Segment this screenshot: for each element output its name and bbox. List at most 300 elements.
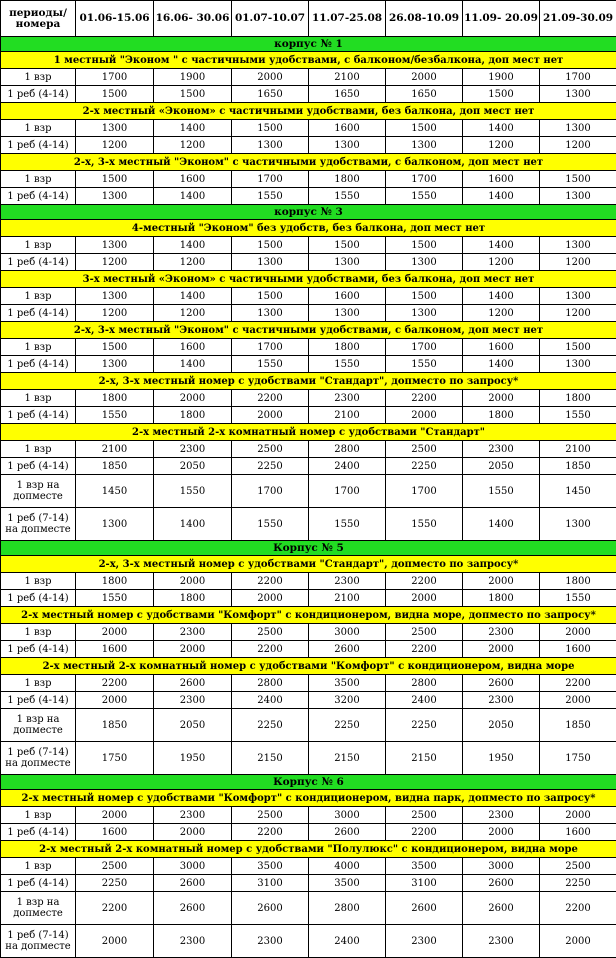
price-cell: 2150 bbox=[232, 742, 309, 775]
price-cell: 2300 bbox=[154, 807, 232, 824]
price-row bbox=[1, 624, 616, 641]
price-row bbox=[1, 188, 616, 205]
price-cell: 1400 bbox=[154, 356, 232, 373]
price-cell: 1500 bbox=[540, 339, 616, 356]
price-cell: 1800 bbox=[540, 390, 616, 407]
price-cell: 1700 bbox=[232, 475, 309, 508]
price-cell: 1500 bbox=[232, 120, 309, 137]
price-cell: 1550 bbox=[386, 356, 463, 373]
price-cell: 2000 bbox=[154, 641, 232, 658]
price-cell: 3000 bbox=[309, 624, 386, 641]
price-row bbox=[1, 458, 616, 475]
price-cell: 2200 bbox=[540, 675, 616, 692]
room-type-row bbox=[1, 841, 616, 858]
price-cell: 1800 bbox=[154, 407, 232, 424]
guest-category: 1 реб (4-14) bbox=[1, 875, 76, 892]
price-cell: 1500 bbox=[154, 86, 232, 103]
price-cell: 3100 bbox=[386, 875, 463, 892]
price-cell: 1300 bbox=[540, 188, 616, 205]
price-cell: 1300 bbox=[232, 254, 309, 271]
price-cell: 2000 bbox=[463, 641, 540, 658]
price-cell: 2600 bbox=[386, 892, 463, 925]
section-header-row bbox=[1, 37, 616, 52]
price-row bbox=[1, 508, 616, 541]
price-cell: 1300 bbox=[309, 254, 386, 271]
guest-category: 1 реб (4-14) bbox=[1, 641, 76, 658]
price-cell: 1800 bbox=[463, 590, 540, 607]
header-label: периоды/ номера bbox=[1, 1, 76, 37]
price-cell: 2400 bbox=[232, 692, 309, 709]
section-title: Корпус № 6 bbox=[1, 775, 616, 790]
price-cell: 1200 bbox=[154, 137, 232, 154]
room-type-row bbox=[1, 322, 616, 339]
price-cell: 1600 bbox=[463, 171, 540, 188]
price-cell: 1700 bbox=[232, 339, 309, 356]
price-cell: 1500 bbox=[76, 86, 154, 103]
price-cell: 2300 bbox=[463, 925, 540, 958]
price-cell: 1550 bbox=[76, 407, 154, 424]
guest-category: 1 взр bbox=[1, 339, 76, 356]
price-cell: 1300 bbox=[309, 137, 386, 154]
price-cell: 1700 bbox=[386, 475, 463, 508]
guest-category: 1 реб (4-14) bbox=[1, 590, 76, 607]
price-cell: 2000 bbox=[386, 407, 463, 424]
header-row bbox=[1, 1, 616, 37]
price-cell: 1300 bbox=[76, 356, 154, 373]
guest-category: 1 взр bbox=[1, 171, 76, 188]
price-cell: 1800 bbox=[76, 573, 154, 590]
section-header-row bbox=[1, 541, 616, 556]
room-type-row bbox=[1, 220, 616, 237]
price-cell: 2200 bbox=[386, 641, 463, 658]
guest-category: 1 взр bbox=[1, 441, 76, 458]
room-type-row bbox=[1, 658, 616, 675]
price-row bbox=[1, 407, 616, 424]
price-cell: 1550 bbox=[309, 356, 386, 373]
guest-category: 1 взр bbox=[1, 624, 76, 641]
guest-category: 1 реб (7-14) на допместе bbox=[1, 925, 76, 958]
price-cell: 1300 bbox=[540, 508, 616, 541]
price-cell: 1800 bbox=[76, 390, 154, 407]
header-period: 11.07-25.08 bbox=[309, 1, 386, 37]
header-period: 21.09-30.09 bbox=[540, 1, 616, 37]
price-cell: 1600 bbox=[154, 171, 232, 188]
room-type-title: 2-х местный 2-х комнатный номер с удобствами "Полулюкс" с кондиционером, видна море bbox=[1, 841, 616, 858]
price-cell: 2250 bbox=[309, 709, 386, 742]
price-cell: 2000 bbox=[386, 69, 463, 86]
section-header-row bbox=[1, 775, 616, 790]
guest-category: 1 реб (4-14) bbox=[1, 356, 76, 373]
price-cell: 1400 bbox=[463, 120, 540, 137]
price-cell: 1800 bbox=[463, 407, 540, 424]
price-cell: 2500 bbox=[386, 807, 463, 824]
price-cell: 1900 bbox=[463, 69, 540, 86]
price-cell: 2000 bbox=[154, 390, 232, 407]
price-cell: 1400 bbox=[463, 508, 540, 541]
price-cell: 1700 bbox=[76, 69, 154, 86]
price-row bbox=[1, 925, 616, 958]
price-cell: 2200 bbox=[76, 675, 154, 692]
price-cell: 1400 bbox=[463, 288, 540, 305]
price-row bbox=[1, 641, 616, 658]
price-cell: 1550 bbox=[386, 508, 463, 541]
price-cell: 2300 bbox=[232, 925, 309, 958]
price-cell: 1400 bbox=[154, 120, 232, 137]
price-cell: 2300 bbox=[309, 573, 386, 590]
price-row bbox=[1, 288, 616, 305]
price-cell: 2300 bbox=[154, 692, 232, 709]
price-cell: 2000 bbox=[540, 692, 616, 709]
section-header-row bbox=[1, 205, 616, 220]
price-row bbox=[1, 858, 616, 875]
price-cell: 1950 bbox=[154, 742, 232, 775]
price-cell: 2100 bbox=[309, 407, 386, 424]
header-period: 01.07-10.07 bbox=[232, 1, 309, 37]
guest-category: 1 взр на допместе bbox=[1, 475, 76, 508]
price-cell: 1300 bbox=[76, 288, 154, 305]
price-cell: 1300 bbox=[386, 137, 463, 154]
price-cell: 2000 bbox=[232, 590, 309, 607]
price-cell: 2000 bbox=[232, 407, 309, 424]
price-cell: 2200 bbox=[232, 573, 309, 590]
price-cell: 1650 bbox=[309, 86, 386, 103]
price-cell: 2500 bbox=[232, 441, 309, 458]
price-cell: 1200 bbox=[540, 137, 616, 154]
price-cell: 1550 bbox=[232, 508, 309, 541]
price-cell: 3000 bbox=[463, 858, 540, 875]
price-cell: 1500 bbox=[76, 339, 154, 356]
price-cell: 2200 bbox=[232, 390, 309, 407]
price-cell: 2300 bbox=[154, 624, 232, 641]
guest-category: 1 реб (4-14) bbox=[1, 407, 76, 424]
price-cell: 1300 bbox=[232, 137, 309, 154]
section-title: Корпус № 5 bbox=[1, 541, 616, 556]
room-type-row bbox=[1, 424, 616, 441]
room-type-title: 2-х местный номер с удобствами "Комфорт" с кондиционером, видна море, допместо по запросу* bbox=[1, 607, 616, 624]
price-row bbox=[1, 305, 616, 322]
price-cell: 2200 bbox=[386, 573, 463, 590]
room-type-row bbox=[1, 790, 616, 807]
price-cell: 1400 bbox=[463, 188, 540, 205]
price-cell: 3500 bbox=[309, 875, 386, 892]
price-cell: 2800 bbox=[309, 892, 386, 925]
price-cell: 1200 bbox=[540, 305, 616, 322]
price-cell: 1450 bbox=[76, 475, 154, 508]
price-cell: 1700 bbox=[540, 69, 616, 86]
price-cell: 2800 bbox=[232, 675, 309, 692]
price-cell: 1600 bbox=[463, 339, 540, 356]
guest-category: 1 взр на допместе bbox=[1, 892, 76, 925]
price-cell: 1300 bbox=[76, 237, 154, 254]
price-cell: 2000 bbox=[76, 624, 154, 641]
price-cell: 1300 bbox=[76, 508, 154, 541]
room-type-row bbox=[1, 103, 616, 120]
price-cell: 2250 bbox=[232, 709, 309, 742]
price-cell: 1500 bbox=[232, 288, 309, 305]
room-type-title: 2-х местный номер с удобствами "Комфорт" с кондиционером, видна парк, допместо по запросу* bbox=[1, 790, 616, 807]
room-type-title: 3-х местный «Эконом» с частичными удобствами, без балкона, доп мест нет bbox=[1, 271, 616, 288]
price-cell: 2500 bbox=[232, 807, 309, 824]
price-cell: 1850 bbox=[540, 709, 616, 742]
price-row bbox=[1, 807, 616, 824]
price-cell: 1550 bbox=[154, 475, 232, 508]
price-cell: 2000 bbox=[154, 573, 232, 590]
price-cell: 1200 bbox=[154, 254, 232, 271]
price-cell: 2200 bbox=[540, 892, 616, 925]
header-period: 26.08-10.09 bbox=[386, 1, 463, 37]
price-cell: 1550 bbox=[386, 188, 463, 205]
guest-category: 1 реб (4-14) bbox=[1, 188, 76, 205]
price-cell: 2300 bbox=[463, 624, 540, 641]
price-cell: 1200 bbox=[463, 305, 540, 322]
price-cell: 1500 bbox=[309, 237, 386, 254]
price-cell: 2600 bbox=[232, 892, 309, 925]
price-cell: 1900 bbox=[154, 69, 232, 86]
price-cell: 2000 bbox=[463, 390, 540, 407]
price-cell: 1300 bbox=[540, 86, 616, 103]
price-cell: 2600 bbox=[309, 641, 386, 658]
price-cell: 2250 bbox=[232, 458, 309, 475]
price-cell: 1600 bbox=[309, 120, 386, 137]
price-cell: 2200 bbox=[386, 390, 463, 407]
guest-category: 1 реб (4-14) bbox=[1, 254, 76, 271]
price-cell: 1300 bbox=[540, 356, 616, 373]
price-cell: 3100 bbox=[232, 875, 309, 892]
guest-category: 1 взр bbox=[1, 573, 76, 590]
price-row bbox=[1, 709, 616, 742]
price-cell: 1700 bbox=[309, 475, 386, 508]
price-cell: 2600 bbox=[154, 892, 232, 925]
price-cell: 1850 bbox=[540, 458, 616, 475]
price-cell: 2600 bbox=[463, 892, 540, 925]
header-period: 16.06- 30.06 bbox=[154, 1, 232, 37]
price-cell: 2100 bbox=[76, 441, 154, 458]
price-cell: 2800 bbox=[309, 441, 386, 458]
price-cell: 1500 bbox=[540, 171, 616, 188]
guest-category: 1 реб (4-14) bbox=[1, 824, 76, 841]
price-cell: 2800 bbox=[386, 675, 463, 692]
price-cell: 3500 bbox=[309, 675, 386, 692]
price-cell: 2200 bbox=[232, 641, 309, 658]
guest-category: 1 реб (4-14) bbox=[1, 692, 76, 709]
price-cell: 1400 bbox=[463, 237, 540, 254]
price-cell: 2050 bbox=[154, 709, 232, 742]
price-cell: 1500 bbox=[463, 86, 540, 103]
room-type-title: 2-х местный 2-х комнатный номер с удобствами "Стандарт" bbox=[1, 424, 616, 441]
price-cell: 2000 bbox=[540, 925, 616, 958]
price-row bbox=[1, 86, 616, 103]
price-cell: 2250 bbox=[386, 458, 463, 475]
table-body bbox=[1, 1, 616, 958]
price-cell: 1700 bbox=[232, 171, 309, 188]
price-row bbox=[1, 339, 616, 356]
price-row bbox=[1, 390, 616, 407]
room-type-row bbox=[1, 154, 616, 171]
price-cell: 4000 bbox=[309, 858, 386, 875]
price-cell: 1200 bbox=[540, 254, 616, 271]
price-cell: 2000 bbox=[540, 807, 616, 824]
price-cell: 1800 bbox=[154, 590, 232, 607]
price-cell: 1200 bbox=[76, 254, 154, 271]
section-title: корпус № 3 bbox=[1, 205, 616, 220]
price-cell: 2100 bbox=[309, 590, 386, 607]
price-cell: 2500 bbox=[76, 858, 154, 875]
price-cell: 1550 bbox=[309, 508, 386, 541]
price-cell: 2500 bbox=[540, 858, 616, 875]
price-cell: 2000 bbox=[463, 573, 540, 590]
price-cell: 2300 bbox=[309, 390, 386, 407]
price-row bbox=[1, 69, 616, 86]
guest-category: 1 взр bbox=[1, 807, 76, 824]
price-cell: 2150 bbox=[386, 742, 463, 775]
guest-category: 1 реб (4-14) bbox=[1, 137, 76, 154]
room-type-title: 2-х местный «Эконом» с частичными удобствами, без балкона, доп мест нет bbox=[1, 103, 616, 120]
price-cell: 2000 bbox=[76, 925, 154, 958]
price-cell: 1550 bbox=[76, 590, 154, 607]
price-cell: 2200 bbox=[232, 824, 309, 841]
price-row bbox=[1, 137, 616, 154]
price-cell: 2600 bbox=[154, 875, 232, 892]
price-cell: 2400 bbox=[309, 458, 386, 475]
price-row bbox=[1, 675, 616, 692]
room-type-title: 2-х, 3-х местный "Эконом" с частичными удобствами, с балконом, доп мест нет bbox=[1, 322, 616, 339]
guest-category: 1 взр bbox=[1, 675, 76, 692]
price-cell: 1450 bbox=[540, 475, 616, 508]
guest-category: 1 взр bbox=[1, 237, 76, 254]
price-cell: 1200 bbox=[154, 305, 232, 322]
price-cell: 2500 bbox=[386, 441, 463, 458]
price-cell: 1500 bbox=[386, 120, 463, 137]
price-cell: 2250 bbox=[386, 709, 463, 742]
header-period: 01.06-15.06 bbox=[76, 1, 154, 37]
price-cell: 1800 bbox=[309, 171, 386, 188]
price-cell: 2000 bbox=[463, 824, 540, 841]
price-cell: 2600 bbox=[463, 875, 540, 892]
price-row bbox=[1, 120, 616, 137]
price-cell: 1300 bbox=[386, 254, 463, 271]
price-cell: 1300 bbox=[386, 305, 463, 322]
guest-category: 1 реб (4-14) bbox=[1, 458, 76, 475]
room-type-title: 2-х, 3-х местный "Эконом" с частичными удобствами, с балконом, доп мест нет bbox=[1, 154, 616, 171]
price-cell: 2250 bbox=[540, 875, 616, 892]
price-cell: 1500 bbox=[232, 237, 309, 254]
price-cell: 1300 bbox=[76, 120, 154, 137]
price-cell: 3000 bbox=[154, 858, 232, 875]
price-cell: 2300 bbox=[463, 692, 540, 709]
price-row bbox=[1, 573, 616, 590]
price-cell: 2500 bbox=[386, 624, 463, 641]
price-cell: 2500 bbox=[232, 624, 309, 641]
price-cell: 2050 bbox=[154, 458, 232, 475]
price-cell: 1550 bbox=[232, 188, 309, 205]
price-cell: 1700 bbox=[386, 171, 463, 188]
price-cell: 1600 bbox=[540, 641, 616, 658]
room-type-row bbox=[1, 271, 616, 288]
price-cell: 1400 bbox=[463, 356, 540, 373]
price-cell: 2150 bbox=[309, 742, 386, 775]
price-cell: 2200 bbox=[386, 824, 463, 841]
price-cell: 1600 bbox=[540, 824, 616, 841]
price-cell: 2300 bbox=[463, 441, 540, 458]
price-cell: 1550 bbox=[540, 590, 616, 607]
price-cell: 2600 bbox=[154, 675, 232, 692]
price-cell: 2400 bbox=[386, 692, 463, 709]
room-type-title: 1 местный "Эконом " с частичными удобствами, с балконом/безбалкона, доп мест нет bbox=[1, 52, 616, 69]
price-cell: 1550 bbox=[309, 188, 386, 205]
price-cell: 1200 bbox=[463, 254, 540, 271]
price-cell: 2300 bbox=[386, 925, 463, 958]
price-cell: 1500 bbox=[386, 237, 463, 254]
price-cell: 1300 bbox=[309, 305, 386, 322]
price-cell: 1950 bbox=[463, 742, 540, 775]
price-cell: 1400 bbox=[154, 288, 232, 305]
room-type-row bbox=[1, 556, 616, 573]
price-row bbox=[1, 824, 616, 841]
guest-category: 1 реб (4-14) bbox=[1, 305, 76, 322]
price-row bbox=[1, 441, 616, 458]
price-cell: 1500 bbox=[76, 171, 154, 188]
price-row bbox=[1, 254, 616, 271]
room-type-row bbox=[1, 52, 616, 69]
price-cell: 2000 bbox=[386, 590, 463, 607]
price-cell: 2050 bbox=[463, 709, 540, 742]
price-cell: 1200 bbox=[76, 305, 154, 322]
price-cell: 1550 bbox=[463, 475, 540, 508]
price-cell: 1300 bbox=[540, 288, 616, 305]
price-cell: 1300 bbox=[540, 237, 616, 254]
price-cell: 1550 bbox=[540, 407, 616, 424]
price-cell: 1300 bbox=[232, 305, 309, 322]
price-cell: 1700 bbox=[386, 339, 463, 356]
price-row bbox=[1, 171, 616, 188]
price-cell: 2000 bbox=[232, 69, 309, 86]
guest-category: 1 взр на допместе bbox=[1, 709, 76, 742]
price-cell: 1750 bbox=[76, 742, 154, 775]
price-cell: 1300 bbox=[76, 188, 154, 205]
price-cell: 2600 bbox=[463, 675, 540, 692]
room-type-row bbox=[1, 373, 616, 390]
price-cell: 2600 bbox=[309, 824, 386, 841]
price-row bbox=[1, 356, 616, 373]
price-cell: 1750 bbox=[540, 742, 616, 775]
guest-category: 1 взр bbox=[1, 69, 76, 86]
price-cell: 3500 bbox=[386, 858, 463, 875]
section-title: корпус № 1 bbox=[1, 37, 616, 52]
price-cell: 1800 bbox=[309, 339, 386, 356]
price-cell: 1400 bbox=[154, 188, 232, 205]
price-row bbox=[1, 237, 616, 254]
price-cell: 1500 bbox=[386, 288, 463, 305]
price-cell: 2400 bbox=[309, 925, 386, 958]
guest-category: 1 реб (7-14) на допместе bbox=[1, 508, 76, 541]
price-cell: 2300 bbox=[154, 441, 232, 458]
price-row bbox=[1, 475, 616, 508]
price-cell: 3000 bbox=[309, 807, 386, 824]
price-cell: 1650 bbox=[386, 86, 463, 103]
price-cell: 1200 bbox=[76, 137, 154, 154]
price-cell: 2250 bbox=[76, 875, 154, 892]
price-cell: 1200 bbox=[463, 137, 540, 154]
price-cell: 2100 bbox=[309, 69, 386, 86]
room-type-title: 4-местный "Эконом" без удобств, без балкона, доп мест нет bbox=[1, 220, 616, 237]
price-cell: 1400 bbox=[154, 237, 232, 254]
price-cell: 1550 bbox=[232, 356, 309, 373]
price-cell: 1850 bbox=[76, 458, 154, 475]
guest-category: 1 взр bbox=[1, 858, 76, 875]
price-cell: 1600 bbox=[154, 339, 232, 356]
guest-category: 1 взр bbox=[1, 288, 76, 305]
header-period: 11.09- 20.09 bbox=[463, 1, 540, 37]
